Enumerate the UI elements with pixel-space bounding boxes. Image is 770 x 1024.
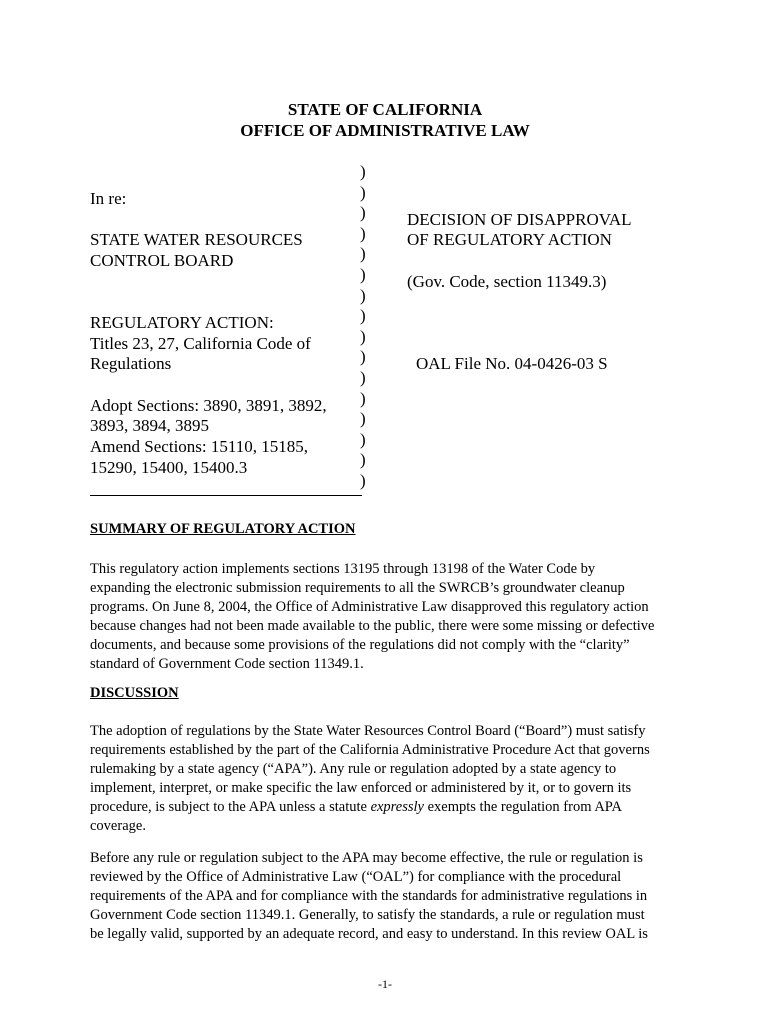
discussion-line: requirements of the APA and for compliance with the standards for administrative regulations in: [90, 888, 648, 904]
caption-adopt-line2: 3893, 3894, 3895: [90, 416, 209, 435]
paren: ): [360, 285, 366, 305]
discussion-heading: DISCUSSION: [90, 685, 179, 701]
discussion-line: rulemaking by a state agency (“APA”). Any rule or regulation adopted by a state agency to: [90, 761, 617, 777]
caption-underline: [90, 495, 362, 496]
caption-in-re: In re:: [90, 189, 127, 208]
paren: ): [360, 182, 366, 202]
discussion-line: [90, 798, 690, 817]
page-number: -1-: [378, 977, 392, 991]
caption-action-label: REGULATORY ACTION:: [90, 313, 274, 332]
caption-agency-line2: CONTROL BOARD: [90, 251, 234, 270]
paren: ): [360, 162, 366, 181]
discussion-paragraph-2: [90, 849, 690, 944]
caption-titles-line2: Regulations: [90, 354, 172, 373]
paren: ): [360, 450, 366, 470]
summary-paragraph: [90, 560, 690, 674]
caption-amend-line2: 15290, 15400, 15400.3: [90, 458, 248, 477]
gov-code-reference: (Gov. Code, section 11349.3): [407, 272, 607, 291]
discussion-text: procedure, is subject to the APA unless a statute: [90, 799, 371, 815]
paren: ): [360, 244, 366, 264]
discussion-line: Before any rule or regulation subject to the APA may become effective, the rule or regulation is: [90, 850, 643, 866]
discussion-line: Government Code section 11349.1. Generally, to satisfy the standards, a rule or regulation must: [90, 907, 645, 923]
paren: ): [360, 326, 366, 346]
summary-line: This regulatory action implements sections 13195 through 13198 of the Water Code by: [90, 561, 596, 577]
discussion-line: The adoption of regulations by the State Water Resources Control Board (“Board”) must satisfy: [90, 723, 646, 739]
paren: ): [360, 429, 366, 449]
summary-line: standard of Government Code section 11349.1.: [90, 656, 364, 672]
discussion-line: coverage.: [90, 818, 146, 834]
discussion-paragraph-1: [90, 722, 690, 836]
caption-titles-line1: Titles 23, 27, California Code of: [90, 334, 311, 353]
header-state: STATE OF CALIFORNIA: [287, 100, 483, 119]
paren: ): [360, 388, 366, 408]
decision-title-line1: DECISION OF DISAPPROVAL: [407, 210, 632, 229]
caption-adopt-line1: Adopt Sections: 3890, 3891, 3892,: [90, 396, 327, 415]
paren: ): [360, 203, 366, 223]
paren: ): [360, 264, 366, 284]
discussion-line: reviewed by the Office of Administrative Law (“OAL”) for compliance with the procedural: [90, 869, 622, 885]
summary-line: documents, and because some provisions of the regulations did not comply with the “clarity”: [90, 637, 630, 653]
header-office: OFFICE OF ADMINISTRATIVE LAW: [240, 121, 530, 140]
paren: ): [360, 367, 366, 387]
decision-title-line2: OF REGULATORY ACTION: [407, 230, 612, 249]
discussion-line: requirements established by the part of the California Administrative Procedure Act that governs: [90, 742, 650, 758]
caption-amend-line1: Amend Sections: 15110, 15185,: [90, 437, 308, 456]
discussion-line: implement, interpret, or make specific the law enforced or administered by it, or to govern its: [90, 780, 632, 796]
caption-agency-line1: STATE WATER RESOURCES: [90, 230, 303, 249]
paren: ): [360, 409, 366, 429]
paren: ): [360, 347, 366, 367]
caption-parentheses: [360, 162, 366, 492]
discussion-line: be legally valid, supported by an adequate record, and easy to understand. In this review OAL is: [90, 926, 648, 942]
discussion-text: exempts the regulation from APA: [423, 799, 622, 815]
paren: ): [360, 223, 366, 243]
oal-file-number: OAL File No. 04-0426-03 S: [416, 354, 608, 373]
summary-line: expanding the electronic submission requirements to all the SWRCB’s groundwater cleanup: [90, 580, 625, 596]
paren: ): [360, 306, 366, 326]
summary-line: programs. On June 8, 2004, the Office of Administrative Law disapproved this regulatory action: [90, 599, 649, 615]
paren: ): [360, 470, 366, 490]
summary-line: because changes had not been made available to the public, there were some missing or defective: [90, 618, 655, 634]
summary-heading: SUMMARY OF REGULATORY ACTION: [90, 521, 356, 537]
emphasis-expressly: expressly: [370, 799, 424, 815]
